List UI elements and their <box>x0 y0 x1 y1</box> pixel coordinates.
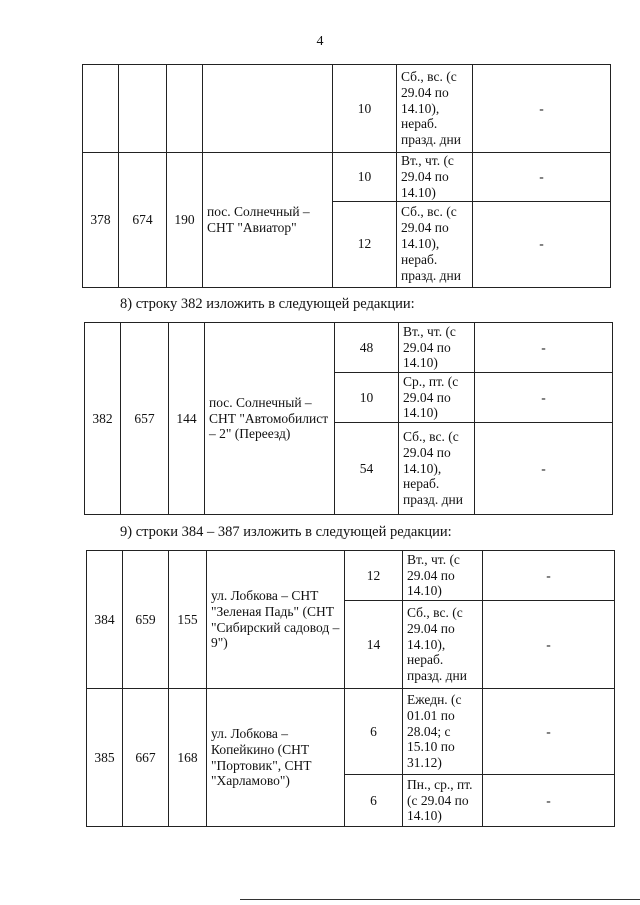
days-cell: Пн., ср., пт. (с 29.04 по 14.10) <box>403 775 483 827</box>
trips-count-cell: 10 <box>333 65 397 153</box>
schedule-table-3 <box>86 550 615 827</box>
note-cell: - <box>473 153 611 202</box>
row-number-cell: 382 <box>85 323 121 515</box>
route-number-cell: 657 <box>121 323 169 515</box>
trips-count-cell: 12 <box>333 201 397 287</box>
days-cell: Вт., чт. (с 29.04 по 14.10) <box>399 323 475 373</box>
note-cell: - <box>473 65 611 153</box>
route-number-cell: 659 <box>123 551 169 689</box>
trips-count-cell: 48 <box>335 323 399 373</box>
trips-count-cell: 10 <box>335 373 399 423</box>
trips-count-cell: 6 <box>345 689 403 775</box>
days-cell: Вт., чт. (с 29.04 по 14.10) <box>403 551 483 601</box>
trips-count-cell: 12 <box>345 551 403 601</box>
note-cell: - <box>475 423 613 515</box>
note-cell: - <box>475 323 613 373</box>
days-cell: Сб., вс. (с 29.04 по 14.10), нераб. празд. дни <box>403 601 483 689</box>
trips-count-cell: 10 <box>333 153 397 202</box>
days-cell: Сб., вс. (с 29.04 по 14.10), нераб. празд. дни <box>397 65 473 153</box>
row-number-cell: 385 <box>87 689 123 827</box>
schedule-table-2 <box>84 322 613 515</box>
table-row <box>83 65 611 153</box>
route-length-cell: 190 <box>167 153 203 288</box>
days-cell: Сб., вс. (с 29.04 по 14.10), нераб. празд. дни <box>397 201 473 287</box>
note-cell: - <box>473 201 611 287</box>
route-name-cell <box>203 65 333 153</box>
days-cell: Сб., вс. (с 29.04 по 14.10), нераб. празд. дни <box>399 423 475 515</box>
route-number-cell <box>119 65 167 153</box>
route-number-cell: 667 <box>123 689 169 827</box>
table-row <box>83 153 611 202</box>
page-number: 4 <box>316 34 324 49</box>
days-cell: Ср., пт. (с 29.04 по 14.10) <box>399 373 475 423</box>
route-length-cell: 168 <box>169 689 207 827</box>
row-number-cell <box>83 65 119 153</box>
route-number-cell: 674 <box>119 153 167 288</box>
note-cell: - <box>475 373 613 423</box>
note-cell: - <box>483 775 615 827</box>
table-row <box>87 689 615 775</box>
route-name-cell: ул. Лобкова – Копейкино (СНТ "Портовик", СНТ "Харламово") <box>207 689 345 827</box>
note-cell: - <box>483 601 615 689</box>
route-length-cell <box>167 65 203 153</box>
footer-divider <box>240 899 640 900</box>
route-name-cell: пос. Солнечный – СНТ "Автомобилист – 2" (Переезд) <box>205 323 335 515</box>
instruction-8: 8) строку 382 изложить в следующей редакции: <box>120 296 415 312</box>
instruction-9: 9) строки 384 – 387 изложить в следующей редакции: <box>120 524 452 540</box>
table-row <box>85 323 613 373</box>
row-number-cell: 378 <box>83 153 119 288</box>
days-cell: Вт., чт. (с 29.04 по 14.10) <box>397 153 473 202</box>
note-cell: - <box>483 689 615 775</box>
trips-count-cell: 14 <box>345 601 403 689</box>
trips-count-cell: 6 <box>345 775 403 827</box>
schedule-table-1 <box>82 64 611 288</box>
row-number-cell: 384 <box>87 551 123 689</box>
table-row <box>87 551 615 601</box>
route-length-cell: 144 <box>169 323 205 515</box>
route-length-cell: 155 <box>169 551 207 689</box>
note-cell: - <box>483 551 615 601</box>
route-name-cell: ул. Лобкова – СНТ "Зеленая Падь" (СНТ "Сибирский садовод – 9") <box>207 551 345 689</box>
route-name-cell: пос. Солнечный – СНТ "Авиатор" <box>203 153 333 288</box>
trips-count-cell: 54 <box>335 423 399 515</box>
days-cell: Ежедн. (с 01.01 по 28.04; с 15.10 по 31.12) <box>403 689 483 775</box>
